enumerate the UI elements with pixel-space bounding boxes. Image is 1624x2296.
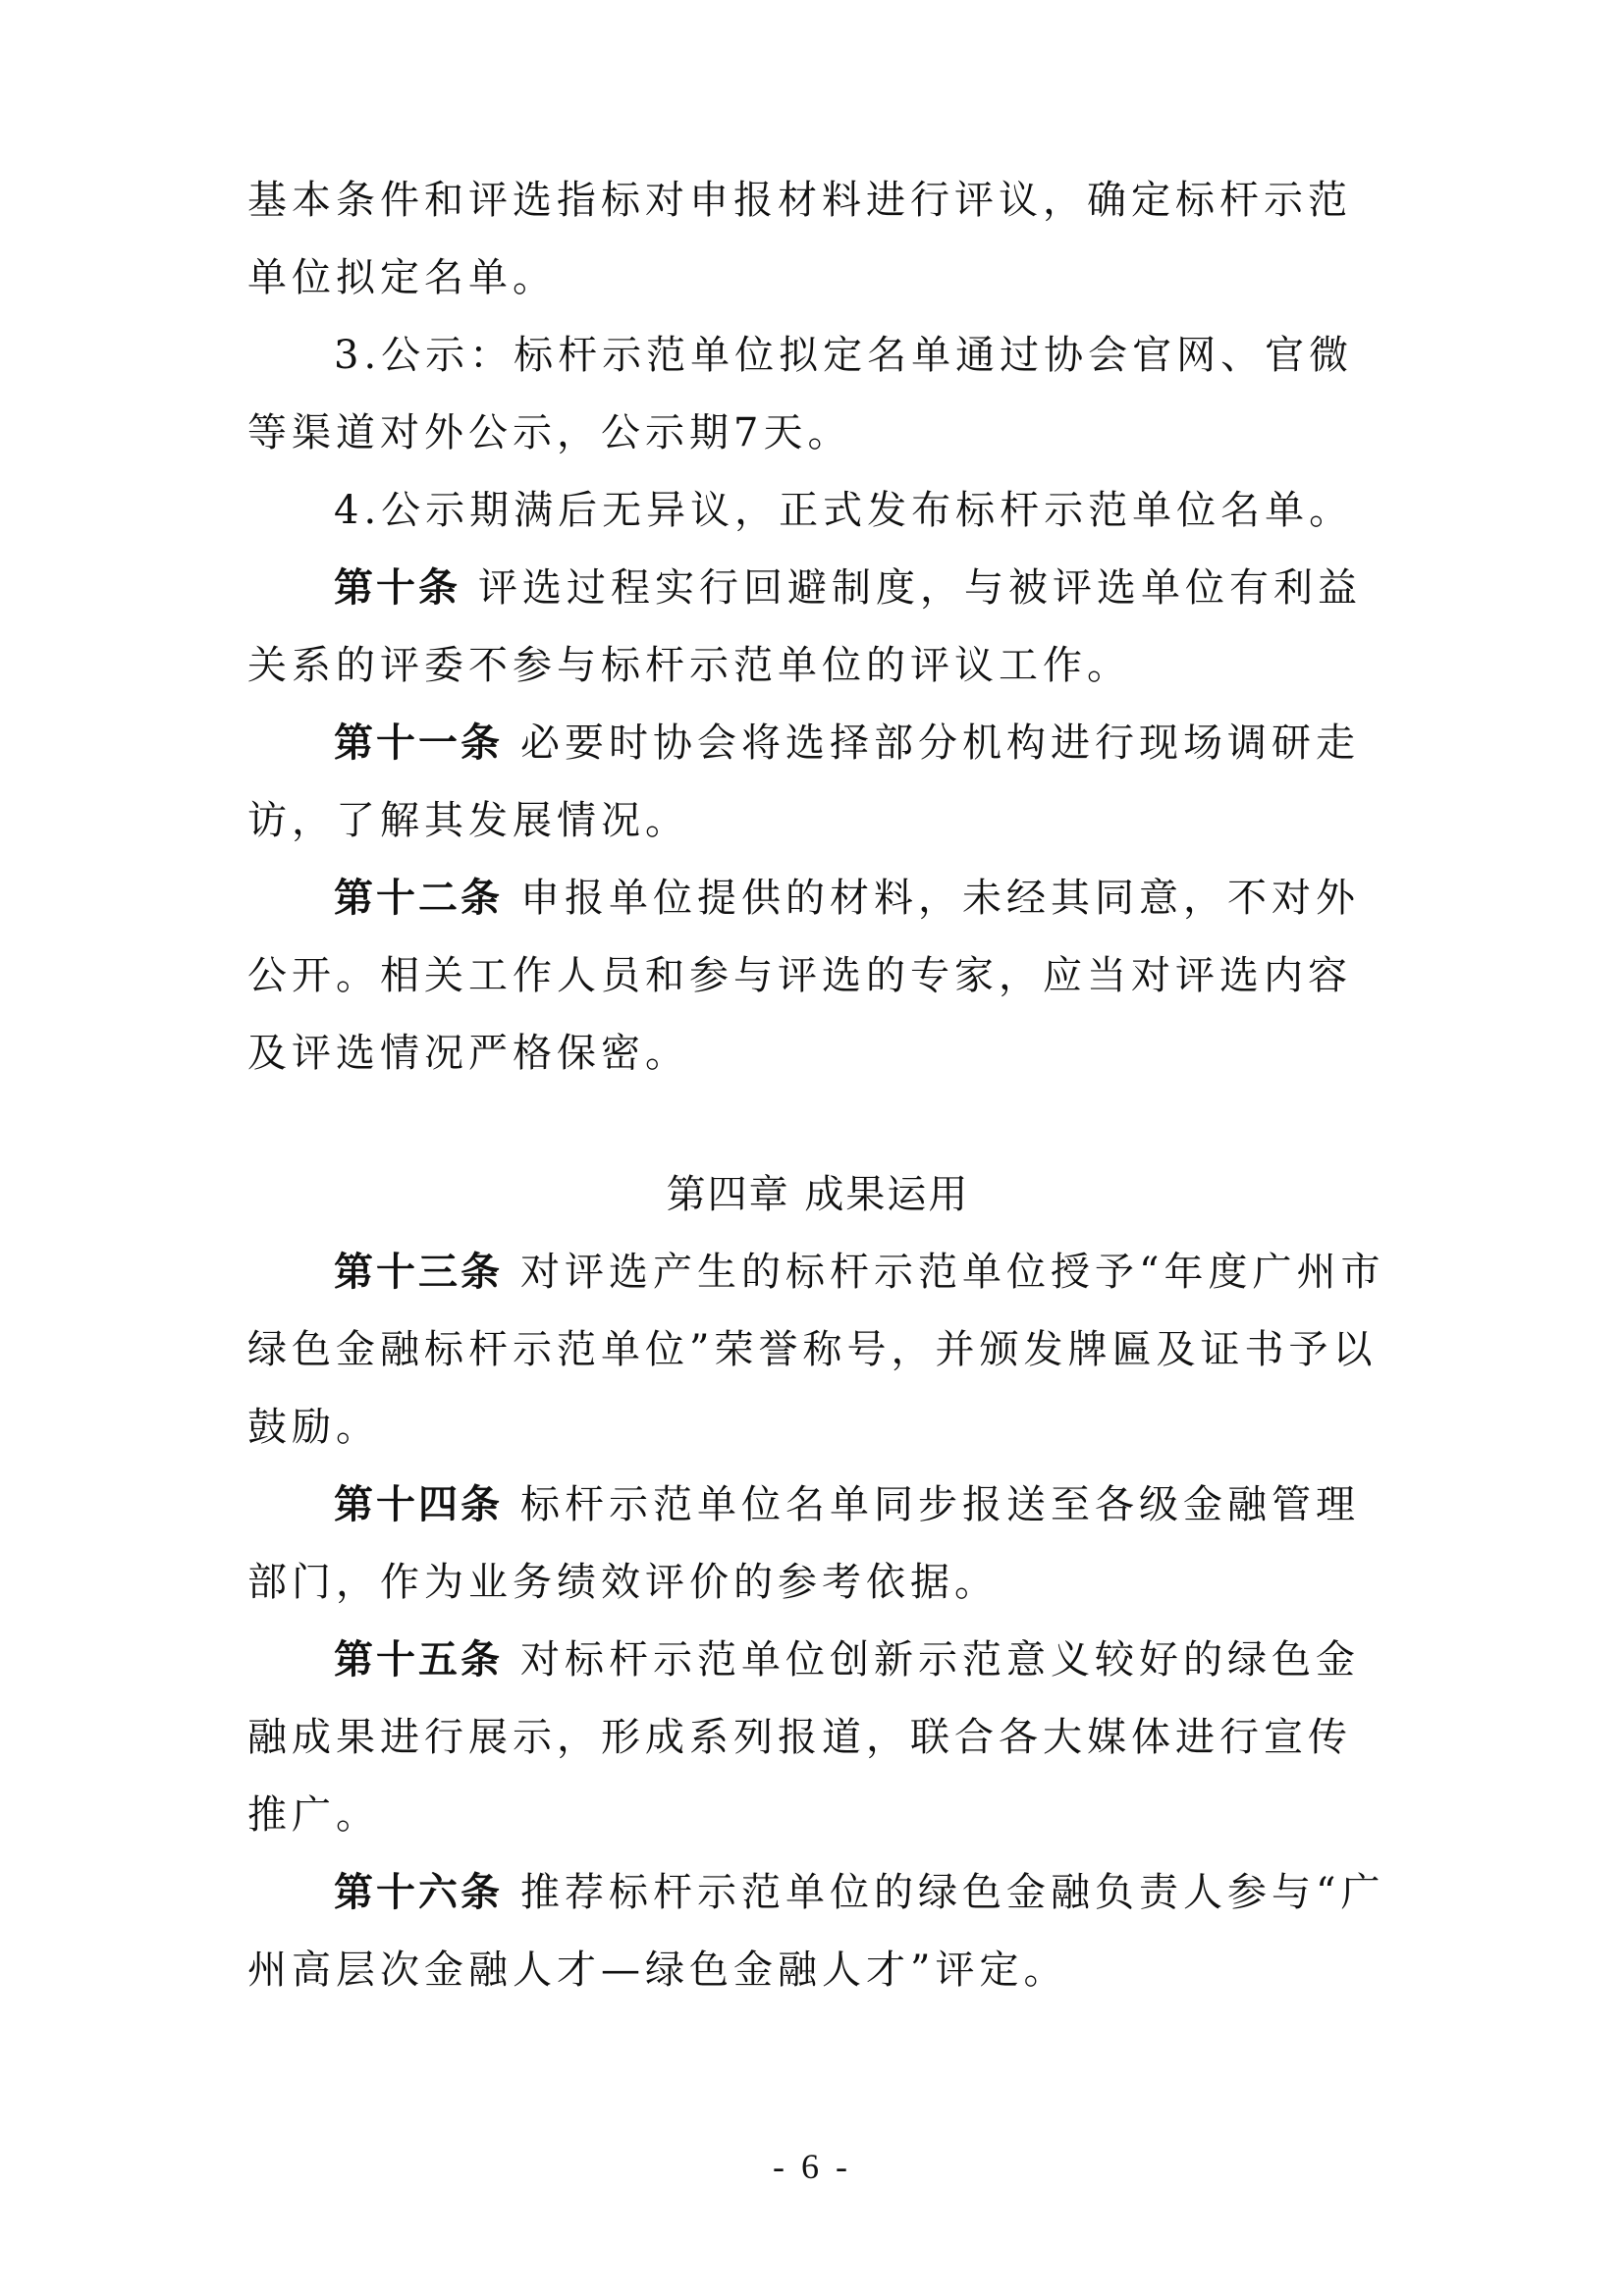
article-16 (247, 1854, 1388, 2009)
article-10-label: 第十条 (334, 565, 460, 611)
article-16-label: 第十六条 (334, 1870, 503, 1915)
article-12 (247, 860, 1388, 1093)
article-15-label: 第十五条 (334, 1637, 503, 1682)
article-11 (247, 705, 1388, 860)
paragraph-item-3: 3.公示：标杆示范单位拟定名单通过协会官网、官微等渠道对外公示，公示期7天。 (247, 333, 1354, 455)
article-13-label: 第十三条 (334, 1250, 503, 1295)
article-14-text: 标杆示范单位名单同步报送至各级金融管理部门，作为业务绩效评价的参考依据。 (247, 1482, 1360, 1605)
chapter-title: 第四章 成果运用 (666, 1172, 970, 1217)
paragraph-continuation: 基本条件和评选指标对申报材料进行评议，确定标杆示范单位拟定名单。 (247, 178, 1352, 300)
article-15-text: 对标杆示范单位创新示范意义较好的绿色金融成果进行展示，形成系列报道，联合各大媒体进行宣传推广。 (247, 1637, 1360, 1838)
article-13-text: 对评选产生的标杆示范单位授予“年度广州市绿色金融标杆示范单位”荣誉称号，并颁发牌匾及证书予以鼓励。 (247, 1250, 1385, 1450)
page-number: - 6 - (773, 2147, 851, 2186)
article-15 (247, 1622, 1388, 1854)
article-10 (247, 550, 1388, 705)
article-11-label: 第十一条 (334, 721, 503, 766)
article-14 (247, 1467, 1388, 1622)
article-16-text: 推荐标杆示范单位的绿色金融负责人参与“广州高层次金融人才—绿色金融人才”评定。 (247, 1870, 1385, 1993)
paragraph-item-4: 4.公示期满后无异议，正式发布标杆示范单位名单。 (334, 488, 1354, 533)
article-12-text: 申报单位提供的材料，未经其同意，不对外公开。相关工作人员和参与评选的专家，应当对评选内容及评选情况严格保密。 (247, 876, 1360, 1076)
article-13 (247, 1234, 1388, 1467)
article-14-label: 第十四条 (334, 1482, 503, 1527)
article-12-label: 第十二条 (334, 876, 503, 921)
article-10-text: 评选过程实行回避制度，与被评选单位有利益关系的评委不参与标杆示范单位的评议工作。 (247, 565, 1362, 688)
article-11-text: 必要时协会将选择部分机构进行现场调研走访，了解其发展情况。 (247, 721, 1360, 843)
